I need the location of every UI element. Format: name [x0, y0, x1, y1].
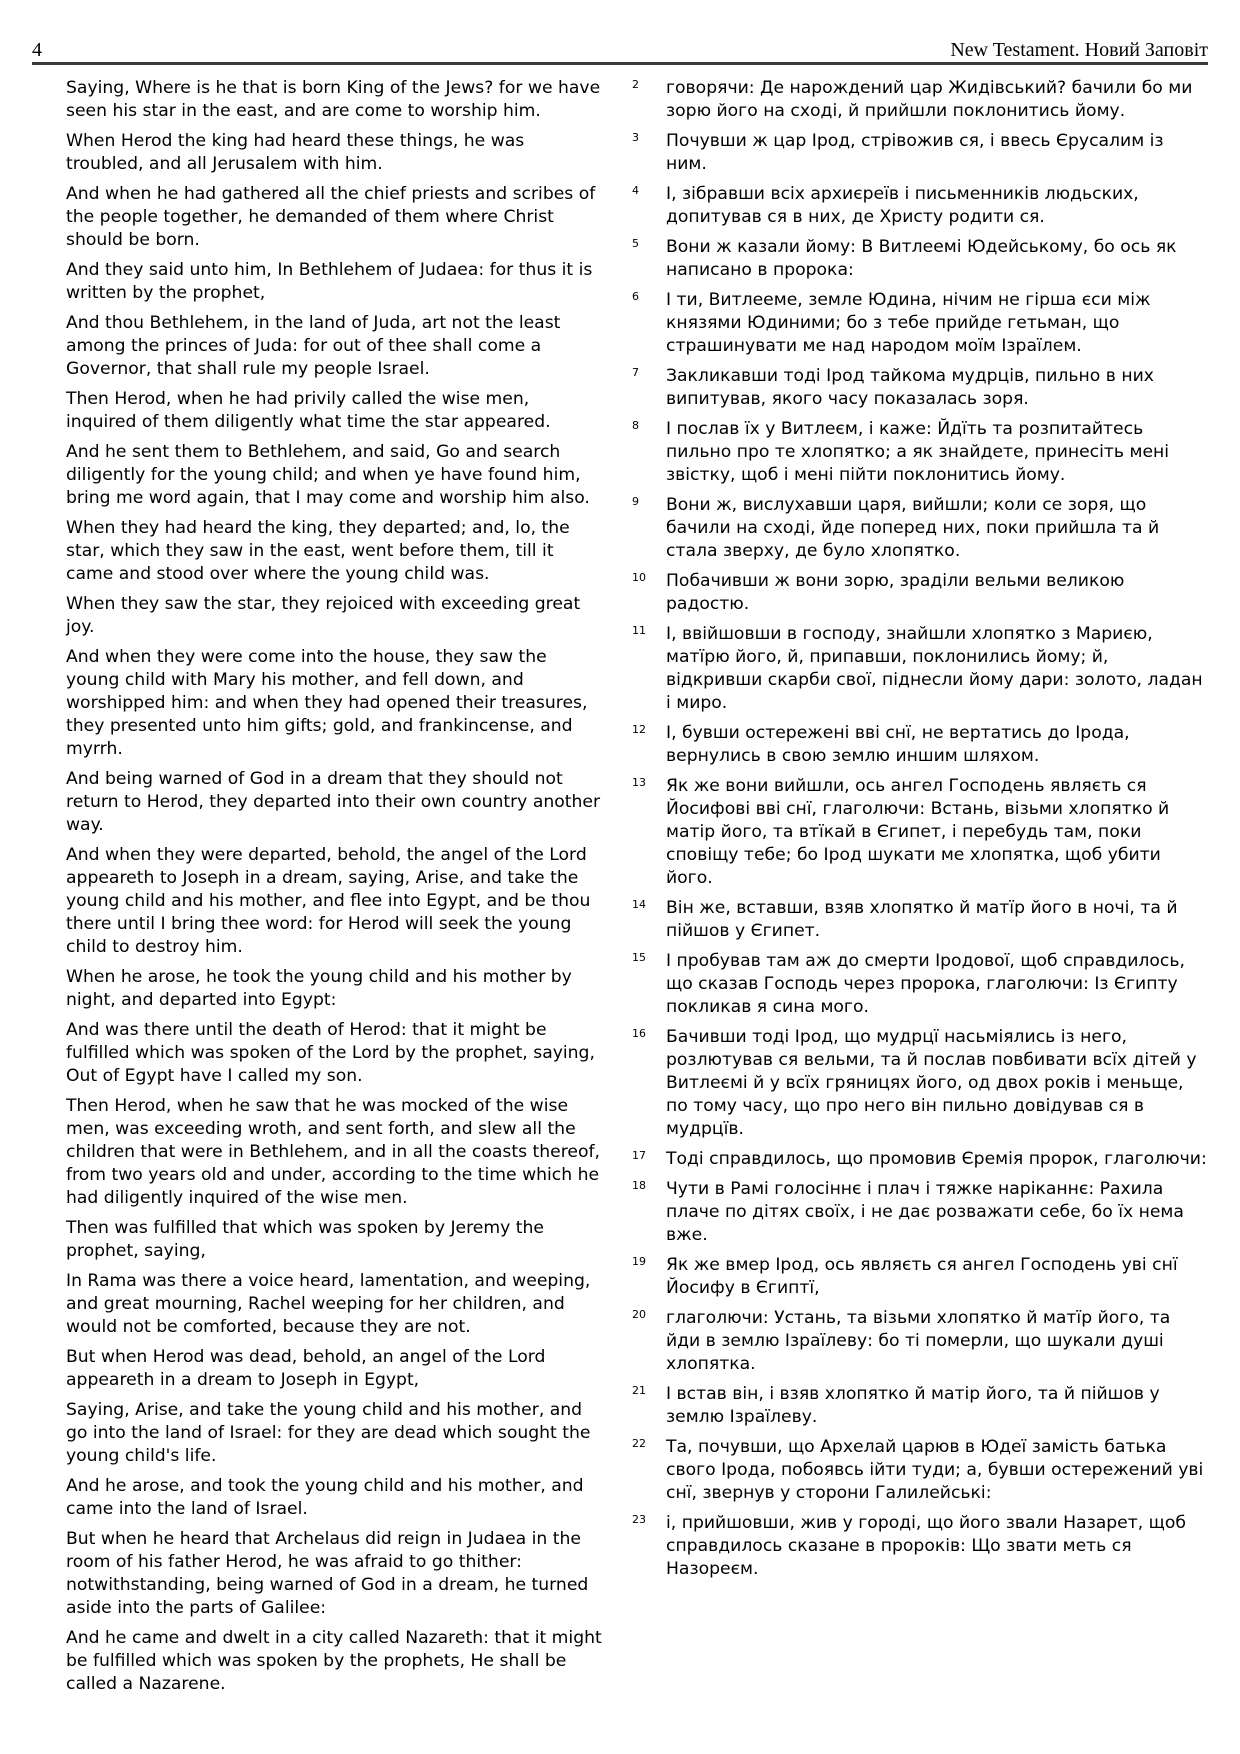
verse-row [632, 722, 1208, 768]
verse-row [32, 517, 602, 586]
verse-text: І, бувши остережені вві снї, не вертатись до Ірода, вернулись в свою землю иншим шляхом. [666, 723, 1130, 766]
verse-row [32, 1217, 602, 1263]
verse-text: Then Herod, when he had privily called the wise men, inquired of them diligently what time the star appeared. [66, 389, 551, 432]
verse-row [32, 646, 602, 761]
verse-row [32, 1475, 602, 1521]
verse-text: Then Herod, when he saw that he was mocked of the wise men, was exceeding wroth, and sent forth, and slew all the children that were in Bethlehem, and in all the coasts thereof, from two years old and under, according to the time which he had diligently inquired of the wise men. [66, 1096, 601, 1208]
verse-number: 13 [632, 776, 646, 789]
running-head-title: New Testament. Новий Заповіт [950, 39, 1208, 61]
running-head [32, 30, 1208, 62]
verse-text: І ти, Витлееме, земле Юдина, нічим не гірша єси між князями Юдиними; бо з тебе прийде гетьман, що страшинувати ме над народом моїм Ізраїлем. [666, 290, 1151, 356]
verse-number: 6 [632, 290, 639, 303]
verse-number: 3 [632, 131, 639, 144]
verse-text: Як же вони вийшли, ось ангел Господень являєть ся Йосифові вві снї, глаголючи: Встань, візьми хлопятко й матір його, та втїкай в Єгипет, і перебудь там, поки сповіщу тебе; бо Ірод шукати ме хлопятка, щоб убити його. [666, 776, 1170, 888]
verse-text: глаголючи: Устань, та візьми хлопятко й матїр його, та йди в землю Ізраїлеву: бо ті померли, що шукали душі хлопятка. [666, 1308, 1171, 1374]
verse-row [632, 1383, 1208, 1429]
verse-row [632, 897, 1208, 943]
verse-row [32, 1528, 602, 1620]
verse-row [632, 494, 1208, 563]
verse-text: Він же, вставши, взяв хлопятко й матїр його в ночі, та й пійшов у Єгипет. [666, 898, 1178, 941]
verse-number: 4 [632, 184, 639, 197]
verse-row [632, 1148, 1208, 1171]
verse-number: 14 [632, 898, 646, 911]
verse-row [32, 966, 602, 1012]
verse-text: Вони ж, вислухавши царя, вийшли; коли се зоря, що бачили на сході, йде поперед них, поки прийшла та й стала зверху, де було хлопятко. [666, 495, 1160, 561]
verse-text: Чути в Рамі голосіннє і плач і тяжке наріканнє: Рахила плаче по дітях своїх, і не дає розважати себе, бо їх нема вже. [666, 1179, 1184, 1245]
english-column [32, 77, 620, 1703]
verse-number: 9 [632, 495, 639, 508]
verse-text: And thou Bethlehem, in the land of Juda, art not the least among the princes of Juda: for out of thee shall come a Governor, that shall rule my people Israel. [66, 313, 561, 379]
verse-row [32, 259, 602, 305]
verse-text: When they had heard the king, they departed; and, lo, the star, which they saw in the east, went before them, till it came and stood over where the young child was. [66, 518, 570, 584]
verse-row [32, 77, 602, 123]
verse-number: 18 [632, 1179, 646, 1192]
verse-number: 23 [632, 1513, 646, 1526]
verse-text: І, зібравши всіх архиєреїв і письменників людьских, допитував ся в них, де Христу родити ся. [666, 184, 1139, 227]
verse-row [32, 1095, 602, 1210]
verse-row [32, 1346, 602, 1392]
verse-text: And when they were departed, behold, the angel of the Lord appeareth to Joseph in a dream, saying, Arise, and take the young child and his mother, and flee into Egypt, and be thou there until I bring thee word: for Herod will seek the young child to destroy him. [66, 845, 591, 957]
verse-row [632, 1178, 1208, 1247]
verse-row [632, 623, 1208, 715]
verse-row [632, 130, 1208, 176]
verse-row [632, 365, 1208, 411]
verse-row [32, 1399, 602, 1468]
verse-row [632, 950, 1208, 1019]
verse-row [32, 1270, 602, 1339]
two-column-body [32, 65, 1208, 1703]
verse-number: 22 [632, 1437, 646, 1450]
verse-text: Почувши ж цар Ірод, стрівожив ся, і ввесь Єрусалим із ним. [666, 131, 1164, 174]
verse-number: 10 [632, 571, 646, 584]
verse-text: And they said unto him, In Bethlehem of Judaea: for thus it is written by the prophet, [66, 260, 593, 303]
verse-text: And was there until the death of Herod: that it might be fulfilled which was spoken of the Lord by the prophet, saying, Out of Egypt have I called my son. [66, 1020, 595, 1086]
verse-text: Then was fulfilled that which was spoken by Jeremy the prophet, saying, [66, 1218, 544, 1261]
verse-row [632, 236, 1208, 282]
verse-row [32, 441, 602, 510]
verse-number: 8 [632, 419, 639, 432]
english-verse-list [32, 77, 602, 1696]
verse-row [632, 77, 1208, 123]
verse-text: Закликавши тоді Ірод тайкома мудрців, пильно в них випитував, якого часу показалась зоря. [666, 366, 1154, 409]
verse-text: When Herod the king had heard these things, he was troubled, and all Jerusalem with him. [66, 131, 525, 174]
verse-text: Saying, Arise, and take the young child and his mother, and go into the land of Israel: for they are dead which sought the young child's life. [66, 1400, 591, 1466]
verse-row [632, 183, 1208, 229]
verse-number: 20 [632, 1308, 646, 1321]
verse-text: And he came and dwelt in a city called Nazareth: that it might be fulfilled which was spoken by the prophets, He shall be called a Nazarene. [66, 1628, 602, 1694]
ukrainian-verse-list [632, 77, 1208, 1581]
verse-text: And when they were come into the house, they saw the young child with Mary his mother, and fell down, and worshipped him: and when they had opened their treasures, they presented unto him gifts; gold, and frankincense, and myrrh. [66, 647, 588, 759]
verse-text: When he arose, he took the young child and his mother by night, and departed into Egypt: [66, 967, 572, 1010]
verse-text: And being warned of God in a dream that they should not return to Herod, they departed into their own country another way. [66, 769, 601, 835]
verse-row [632, 289, 1208, 358]
verse-text: Saying, Where is he that is born King of the Jews? for we have seen his star in the east, and are come to worship him. [66, 78, 601, 121]
verse-text: Вони ж казали йому: В Витлеемі Юдейському, бо ось як написано в пророка: [666, 237, 1177, 280]
verse-row [632, 1512, 1208, 1581]
verse-number: 21 [632, 1384, 646, 1397]
verse-number: 19 [632, 1255, 646, 1268]
verse-text: But when he heard that Archelaus did reign in Judaea in the room of his father Herod, he was afraid to go thither: notwithstanding, being warned of God in a dream, he turned aside into the parts of Galilee: [66, 1529, 589, 1618]
verse-text: і, прийшовши, жив у городі, що його звали Назарет, щоб справдилось сказане в пророків: Що звати меть ся Назореєм. [666, 1513, 1186, 1579]
verse-text: In Rama was there a voice heard, lamentation, and weeping, and great mourning, Rachel weeping for her children, and would not be comforted, because they are not. [66, 1271, 591, 1337]
verse-row [32, 768, 602, 837]
verse-text: And he sent them to Bethlehem, and said, Go and search diligently for the young child; and when ye have found him, bring me word again, that I may come and worship him also. [66, 442, 590, 508]
verse-row [32, 312, 602, 381]
verse-number: 15 [632, 951, 646, 964]
ukrainian-column [620, 77, 1208, 1588]
verse-text: говорячи: Де нарождений цар Жидівський? бачили бо ми зорю його на сході, й прийшли поклонитись йому. [666, 78, 1193, 121]
verse-text: Побачивши ж вони зорю, зраділи вельми великою радостю. [666, 571, 1125, 614]
verse-number: 12 [632, 723, 646, 736]
verse-text: І встав він, і взяв хлопятко й матір його, та й пійшов у землю Ізраїлеву. [666, 1384, 1160, 1427]
verse-text: І пробував там аж до смерти Іродової, щоб справдилось, що сказав Господь через пророка, глаголючи: Із Єгипту покликав я сина мого. [666, 951, 1185, 1017]
verse-row [32, 130, 602, 176]
verse-text: І, ввійшовши в господу, знайшли хлопятко з Мариєю, матїрю його, й, припавши, поклонились йому; й, відкривши скарби свої, піднесли йому дари: золото, ладан і миро. [666, 624, 1203, 713]
verse-text: Тоді справдилось, що промовив Єремія пророк, глаголючи: [666, 1149, 1207, 1169]
verse-text: Та, почувши, що Архелай царюв в Юдеї замість батька свого Ірода, побоявсь ійти туди; а, бувши остережений уві снї, звернув у сторони Галилейські: [666, 1437, 1204, 1503]
verse-number: 17 [632, 1149, 646, 1162]
page-number: 4 [32, 39, 43, 61]
verse-row [632, 1026, 1208, 1141]
verse-text: Як же вмер Ірод, ось являєть ся ангел Господень уві снї Йосифу в Єгиптї, [666, 1255, 1178, 1298]
verse-row [632, 1254, 1208, 1300]
verse-text: And he arose, and took the young child and his mother, and came into the land of Israel. [66, 1476, 584, 1519]
verse-number: 7 [632, 366, 639, 379]
verse-row [632, 775, 1208, 890]
verse-number: 11 [632, 624, 646, 637]
verse-row [32, 593, 602, 639]
verse-number: 5 [632, 237, 639, 250]
verse-number: 16 [632, 1027, 646, 1040]
verse-row [32, 183, 602, 252]
verse-number: 2 [632, 78, 639, 91]
verse-text: І послав їх у Витлеєм, і каже: Йдїть та розпитайтесь пильно про те хлопятко; а як знайдете, принесіть мені звістку, щоб і мені пійти поклонитись йому. [666, 419, 1170, 485]
verse-row [632, 570, 1208, 616]
verse-text: But when Herod was dead, behold, an angel of the Lord appeareth in a dream to Joseph in Egypt, [66, 1347, 546, 1390]
verse-row [32, 1019, 602, 1088]
verse-row [632, 1436, 1208, 1505]
verse-row [632, 418, 1208, 487]
verse-row [32, 388, 602, 434]
verse-text: Бачивши тоді Ірод, що мудрцї насьміялись із него, розлютував ся вельми, та й послав повбивати всїх дітей у Витлеємі й у всїх гряницях його, од двох років і меньще, по тому часу, що про него він пильно довідував ся в мудрцїв. [666, 1027, 1197, 1139]
verse-text: And when he had gathered all the chief priests and scribes of the people together, he demanded of them where Christ should be born. [66, 184, 596, 250]
verse-row [632, 1307, 1208, 1376]
verse-row [32, 844, 602, 959]
verse-text: When they saw the star, they rejoiced with exceeding great joy. [66, 594, 581, 637]
verse-row [32, 1627, 602, 1696]
